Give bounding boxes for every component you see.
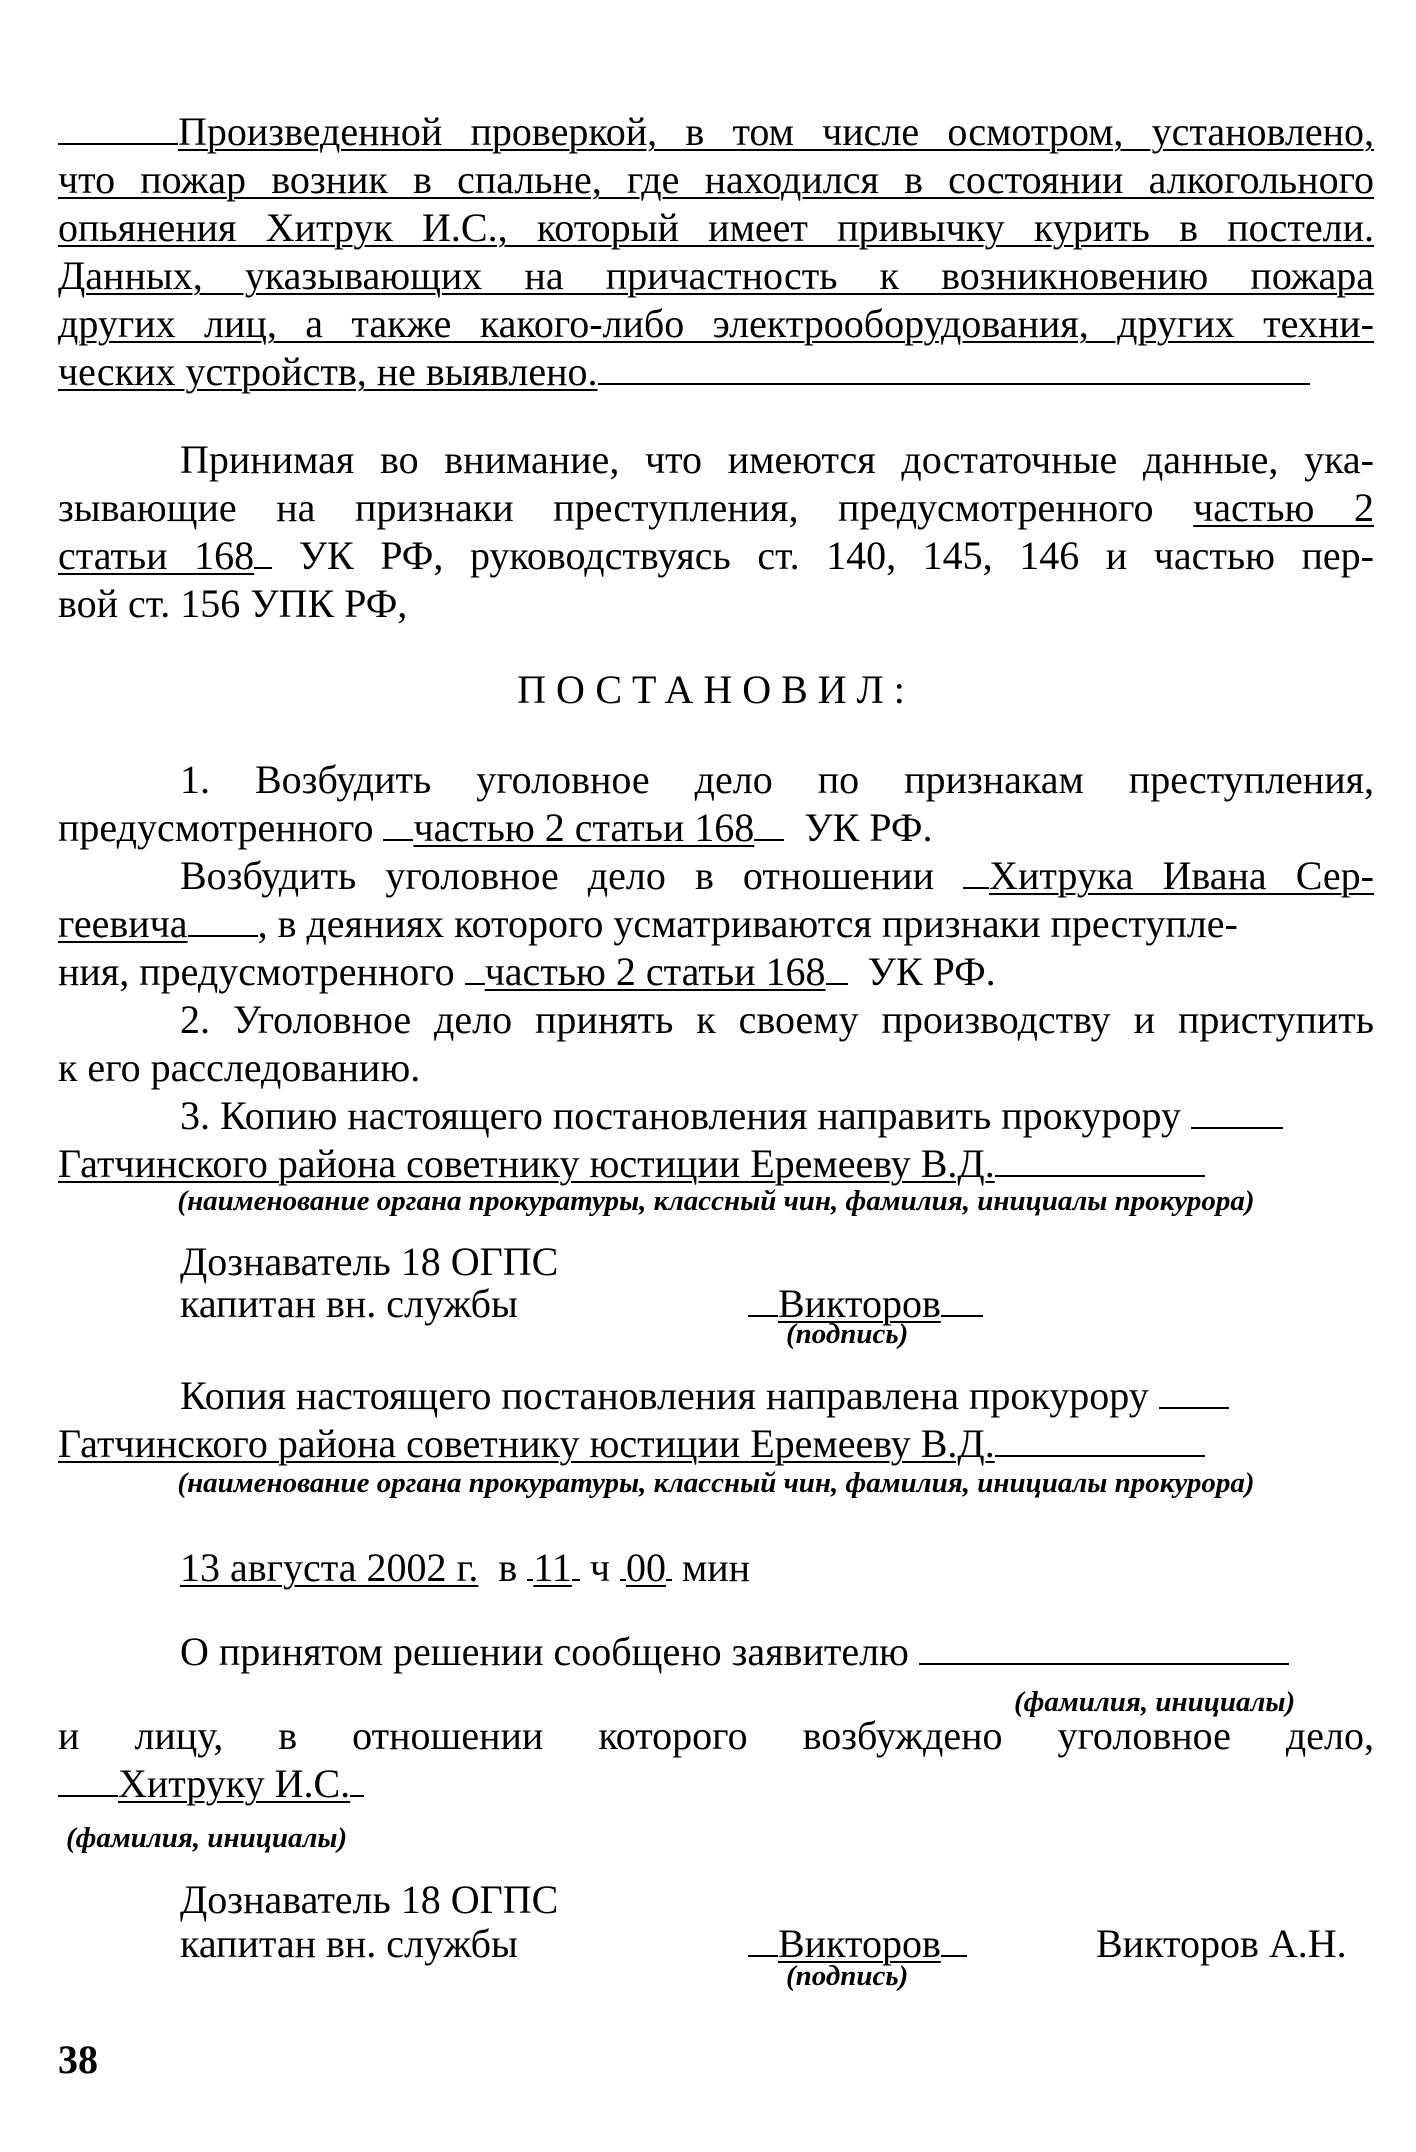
basis-line-3 — [58, 532, 1374, 580]
page-number: 38 — [58, 2037, 98, 2082]
blank-fill — [748, 1955, 778, 1957]
item-text: предусмотренного — [58, 805, 374, 850]
blank-fill — [754, 839, 784, 841]
basis-line-1: Принимая во внимание, что имеются достаточные данные, ука- — [180, 437, 1374, 482]
accused-name: геевича — [58, 901, 188, 946]
notice-line-3 — [58, 1760, 1374, 1808]
item-text: ния, предусмотренного — [58, 949, 455, 994]
notice-text: О принятом решении сообщено заявителю — [180, 1629, 909, 1674]
item-text: 3. Копию настоящего постановления направить прокурору — [180, 1093, 1181, 1138]
item-text: УК РФ. — [867, 949, 996, 994]
signature-text: Викторов — [778, 1281, 941, 1326]
blank-fill — [826, 983, 848, 985]
finding-text: ческих устройств, не выявлено. — [58, 349, 598, 394]
item1b-line-3 — [58, 948, 1374, 996]
accused-name: Хитрука Ивана Сер- — [989, 853, 1374, 898]
decision-heading: ПОСТАНОВИЛ: — [517, 667, 915, 712]
item1b-line-2 — [58, 900, 1374, 948]
finding-line-5: других лиц, а также какого-либо электрооборудования, других техни- — [58, 301, 1374, 346]
officer-title-2: Дознаватель 18 ОГПС — [180, 1877, 559, 1922]
officer-rank-2: капитан вн. службы — [180, 1921, 518, 1966]
date-value: 13 августа 2002 г. — [180, 1545, 479, 1590]
basis-line-4: вой ст. 156 УПК РФ, — [58, 581, 408, 626]
article-ref: частью 2 — [1193, 485, 1375, 530]
item1b-line-1 — [58, 852, 1374, 900]
date-time-line — [180, 1544, 750, 1592]
blank-fill — [598, 383, 1310, 385]
item-text: , в деяниях которого усматриваются признаки преступле- — [257, 901, 1238, 946]
finding-line-6 — [58, 348, 1374, 396]
notice-caption-2: (фамилия, инициалы) — [66, 1822, 348, 1854]
item-text: Возбудить уголовное дело в отношении — [180, 853, 935, 898]
article-ref: статьи 168 — [58, 533, 255, 578]
blank-fill — [1159, 1407, 1229, 1409]
date-label: в — [498, 1545, 518, 1590]
blank-fill — [383, 839, 413, 841]
copy-sent-line-2 — [58, 1420, 1374, 1468]
blank-fill — [254, 567, 272, 569]
finding-text: Произведенной проверкой, в том числе осмотром, установлено, — [178, 109, 1374, 154]
item-text: УК РФ. — [804, 805, 933, 850]
blank-fill — [748, 1315, 778, 1317]
minute-value: 00 — [625, 1545, 666, 1590]
blank-fill — [188, 935, 258, 937]
article-ref: частью 2 статьи 168 — [484, 949, 826, 994]
prosecutor-name: Гатчинского района советнику юстиции Еремееву В.Д. — [58, 1141, 995, 1186]
item1-line-2 — [58, 804, 1374, 852]
copy-sent-line-1 — [58, 1372, 1374, 1420]
notice-line-2: и лицу, в отношении которого возбуждено уголовное дело, — [58, 1713, 1374, 1758]
blank-fill — [666, 1579, 672, 1581]
officer-full-name: Викторов А.Н. — [1096, 1921, 1347, 1966]
blank-fill — [995, 1455, 1205, 1457]
date-label: мин — [681, 1545, 751, 1590]
signature-caption-2: (подпись) — [786, 1960, 909, 1992]
item2-line-1: 2. Уголовное дело принять к своему производству и приступить — [180, 997, 1374, 1042]
notice-line-1 — [58, 1628, 1374, 1676]
finding-line-1 — [58, 108, 1374, 156]
item3-line-2 — [58, 1140, 1374, 1188]
blank-fill — [941, 1315, 983, 1317]
hour-value: 11 — [533, 1545, 572, 1590]
officer-title-1: Дознаватель 18 ОГПС — [180, 1239, 559, 1284]
item3-line-1 — [58, 1092, 1374, 1140]
copy-sent-text: Копия настоящего постановления направлена прокурору — [180, 1373, 1149, 1418]
finding-line-4: Данных, указывающих на причастность к возникновению пожара — [58, 253, 1374, 298]
finding-line-2: что пожар возник в спальне, где находился в состоянии алкогольного — [58, 157, 1374, 202]
prosecutor-name: Гатчинского района советнику юстиции Еремееву В.Д. — [58, 1421, 995, 1466]
signature-caption-1: (подпись) — [786, 1318, 909, 1350]
blank-fill — [1191, 1127, 1283, 1129]
blank-fill — [995, 1175, 1205, 1177]
blank-fill — [963, 887, 989, 889]
prosecutor-caption: (наименование органа прокуратуры, классный чин, фамилия, инициалы прокурора) — [177, 1185, 1255, 1217]
basis-line-2 — [58, 484, 1374, 532]
accused-name: Хитруку И.С. — [118, 1761, 351, 1806]
blank-fill — [350, 1795, 364, 1797]
basis-text: зывающие на признаки преступления, предусмотренного — [58, 485, 1154, 530]
copy-sent-caption: (наименование органа прокуратуры, классный чин, фамилия, инициалы прокурора) — [177, 1467, 1255, 1499]
blank-fill — [919, 1663, 1289, 1665]
blank-fill — [572, 1579, 580, 1581]
item2-line-2: к его расследованию. — [58, 1045, 421, 1090]
officer-rank-1: капитан вн. службы — [180, 1281, 518, 1326]
signature-text: Викторов — [778, 1921, 941, 1966]
date-label: ч — [589, 1545, 610, 1590]
item1-line-1: 1. Возбудить уголовное дело по признакам преступления, — [180, 757, 1374, 802]
article-ref: частью 2 статьи 168 — [413, 805, 755, 850]
notice-caption-1: (фамилия, инициалы) — [1014, 1686, 1296, 1718]
blank-fill — [58, 143, 178, 145]
blank-fill — [58, 1795, 118, 1797]
finding-line-3: опьянения Хитрук И.С., который имеет привычку курить в постели. — [58, 205, 1374, 250]
blank-fill — [941, 1955, 967, 1957]
basis-text: УК РФ, руководствуясь ст. 140, 145, 146 и частью пер- — [298, 533, 1374, 578]
blank-fill — [465, 983, 485, 985]
